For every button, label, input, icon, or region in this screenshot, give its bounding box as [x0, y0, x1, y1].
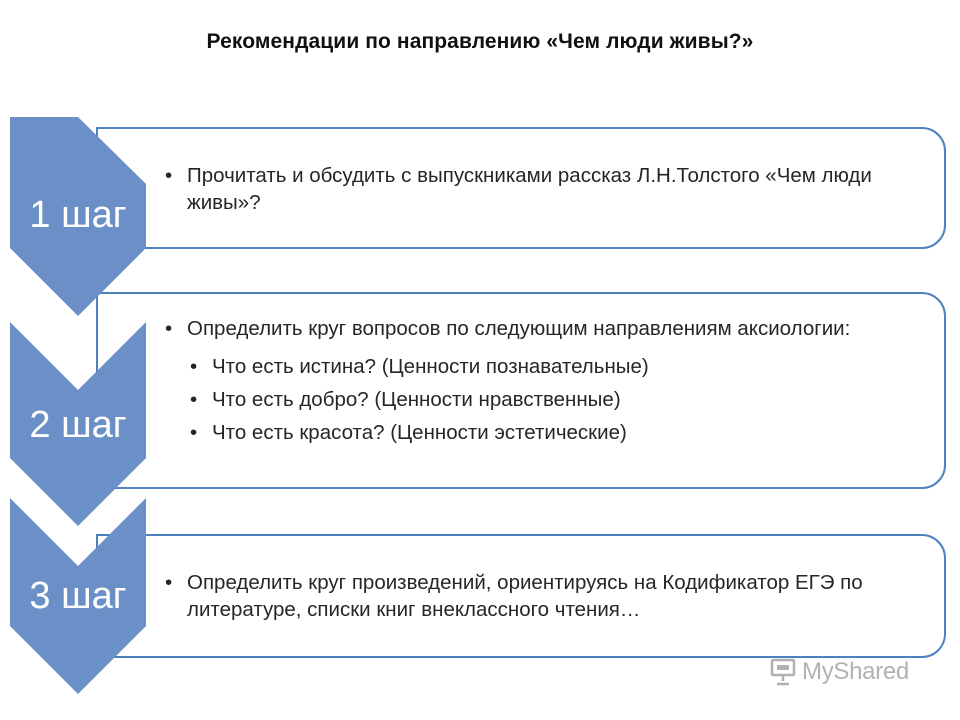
presentation-icon — [768, 657, 798, 687]
step-3-bullet: • Определить круг произведений, ориентируясь на Кодификатор ЕГЭ по литературе, списки книг внеклассного чтения… — [162, 569, 920, 623]
step-2-label: 2 шаг — [29, 404, 127, 446]
step-2-bullet: • Определить круг вопросов по следующим направлениям аксиологии: — [162, 315, 920, 342]
sub-bullet-truth: • Что есть истина? (Ценности познавательные) — [162, 350, 920, 383]
watermark-text: MyShared — [802, 658, 909, 685]
sub-bullet-beauty: • Что есть красота? (Ценности эстетические) — [162, 416, 920, 449]
step-1-bullet: • Прочитать и обсудить с выпускниками рассказ Л.Н.Толстого «Чем люди живы»? — [162, 162, 920, 216]
watermark — [768, 657, 909, 687]
page-title: Рекомендации по направлению «Чем люди живы?» — [206, 30, 754, 53]
sub-bullet-good: • Что есть добро? (Ценности нравственные) — [162, 383, 920, 416]
step-1-label: 1 шаг — [29, 194, 127, 236]
step-3-label: 3 шаг — [29, 575, 127, 617]
